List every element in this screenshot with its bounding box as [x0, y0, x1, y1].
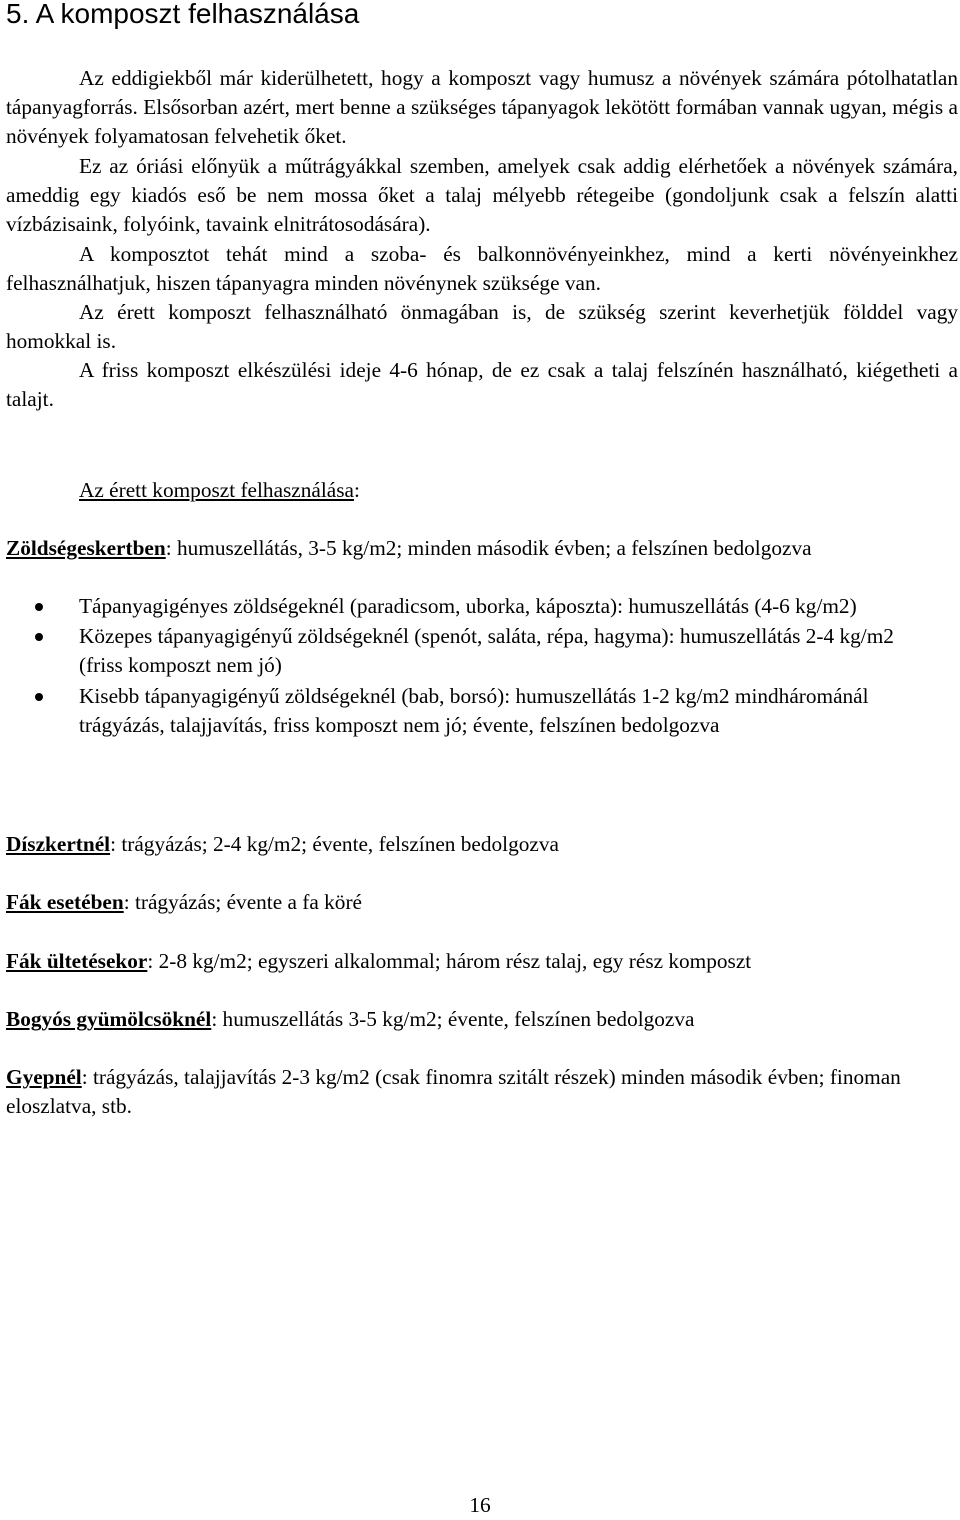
- category-label: Fák esetében: [6, 890, 124, 914]
- category-label: Bogyós gyümölcsöknél: [6, 1007, 212, 1031]
- category-label: Díszkertnél: [6, 832, 111, 856]
- bullet-icon: [35, 633, 43, 641]
- category-label: Gyepnél: [6, 1065, 82, 1089]
- list-item-text: Tápanyagigényes zöldségeknél (paradicsom, uborka, káposzta): humuszellátás (4-6 kg/m2): [79, 594, 857, 618]
- category-ultetes: [6, 947, 958, 976]
- page-heading: 5. A komposzt felhasználása: [6, 0, 360, 29]
- list-item: [79, 682, 939, 740]
- list-item-text: Közepes tápanyagigényű zöldségeknél (spenót, saláta, répa, hagyma): humuszellátás 2-4 kg/m2 (friss komposzt nem jó): [79, 624, 894, 678]
- intro-paragraph-1: Az eddigiekből már kiderülhetett, hogy a komposzt vagy humusz a növények számára pótolhatatlan tápanyagforrás. Elsősorban azért, mert benne a szükséges tápanyagok lekötött formában vannak ugyan, mégis a növények folyamatosan felvehetik őket.: [6, 66, 958, 149]
- subheading-suffix: :: [353, 478, 360, 502]
- subheading-text: Az érett komposzt felhasználása: [79, 478, 354, 502]
- page-number: 16: [469, 1493, 491, 1517]
- category-text: : trágyázás; évente a fa köré: [123, 890, 362, 914]
- intro-paragraph-5: A friss komposzt elkészülési ideje 4-6 hónap, de ez csak a talaj felszínén használható, kiégetheti a talajt.: [6, 358, 958, 412]
- category-text: : humuszellátás, 3-5 kg/m2; minden második évben; a felszínen bedolgozva: [165, 536, 812, 560]
- list-item: [79, 592, 939, 621]
- bullet-icon: [35, 693, 43, 701]
- category-label: Fák ültetésekor: [6, 949, 148, 973]
- category-fak: [6, 888, 958, 917]
- category-text: : 2-8 kg/m2; egyszeri alkalommal; három rész talaj, egy rész komposzt: [147, 949, 752, 973]
- category-bogyos: [6, 1005, 958, 1034]
- intro-paragraph-4: Az érett komposzt felhasználható önmagában is, de szükség szerint keverhetjük földdel vagy homokkal is.: [6, 300, 958, 354]
- category-text: : trágyázás; 2-4 kg/m2; évente, felszínen bedolgozva: [110, 832, 559, 856]
- category-diszkert: [6, 830, 958, 859]
- category-text: : humuszellátás 3-5 kg/m2; évente, felszínen bedolgozva: [211, 1007, 695, 1031]
- category-gyep: [6, 1063, 958, 1121]
- list-item-text: Kisebb tápanyagigényű zöldségeknél (bab, borsó): humuszellátás 1-2 kg/m2 mindhárománál trágyázás, talajjavítás, friss komposzt nem jó; évente, felszínen bedolgozva: [79, 683, 869, 737]
- category-label: Zöldségeskertben: [6, 536, 166, 560]
- category-text: : trágyázás, talajjavítás 2-3 kg/m2 (csak finomra szitált részek) minden második évben; finoman eloszlatva, stb.: [6, 1065, 901, 1119]
- bullet-icon: [35, 603, 43, 611]
- intro-paragraph-3: A komposztot tehát mind a szoba- és balkonnövényeinkhez, mind a kerti növényeinkhez felhasználhatjuk, hiszen tápanyagra minden növénynek szüksége van.: [6, 242, 958, 296]
- list-item: [79, 622, 939, 680]
- intro-paragraph-2: Ez az óriási előnyük a műtrágyákkal szemben, amelyek csak addig elérhetőek a növények számára, ameddig egy kiadós eső be nem mossa őket a talaj mélyebb rétegeibe (gondoljunk csak a felszín alatti vízbázisaink, folyóink, tavaink elnitrátosodására).: [6, 154, 958, 237]
- section-subheading: [79, 475, 360, 505]
- category-zoldseges: [6, 534, 958, 563]
- vegetable-bullet-list: [79, 592, 939, 740]
